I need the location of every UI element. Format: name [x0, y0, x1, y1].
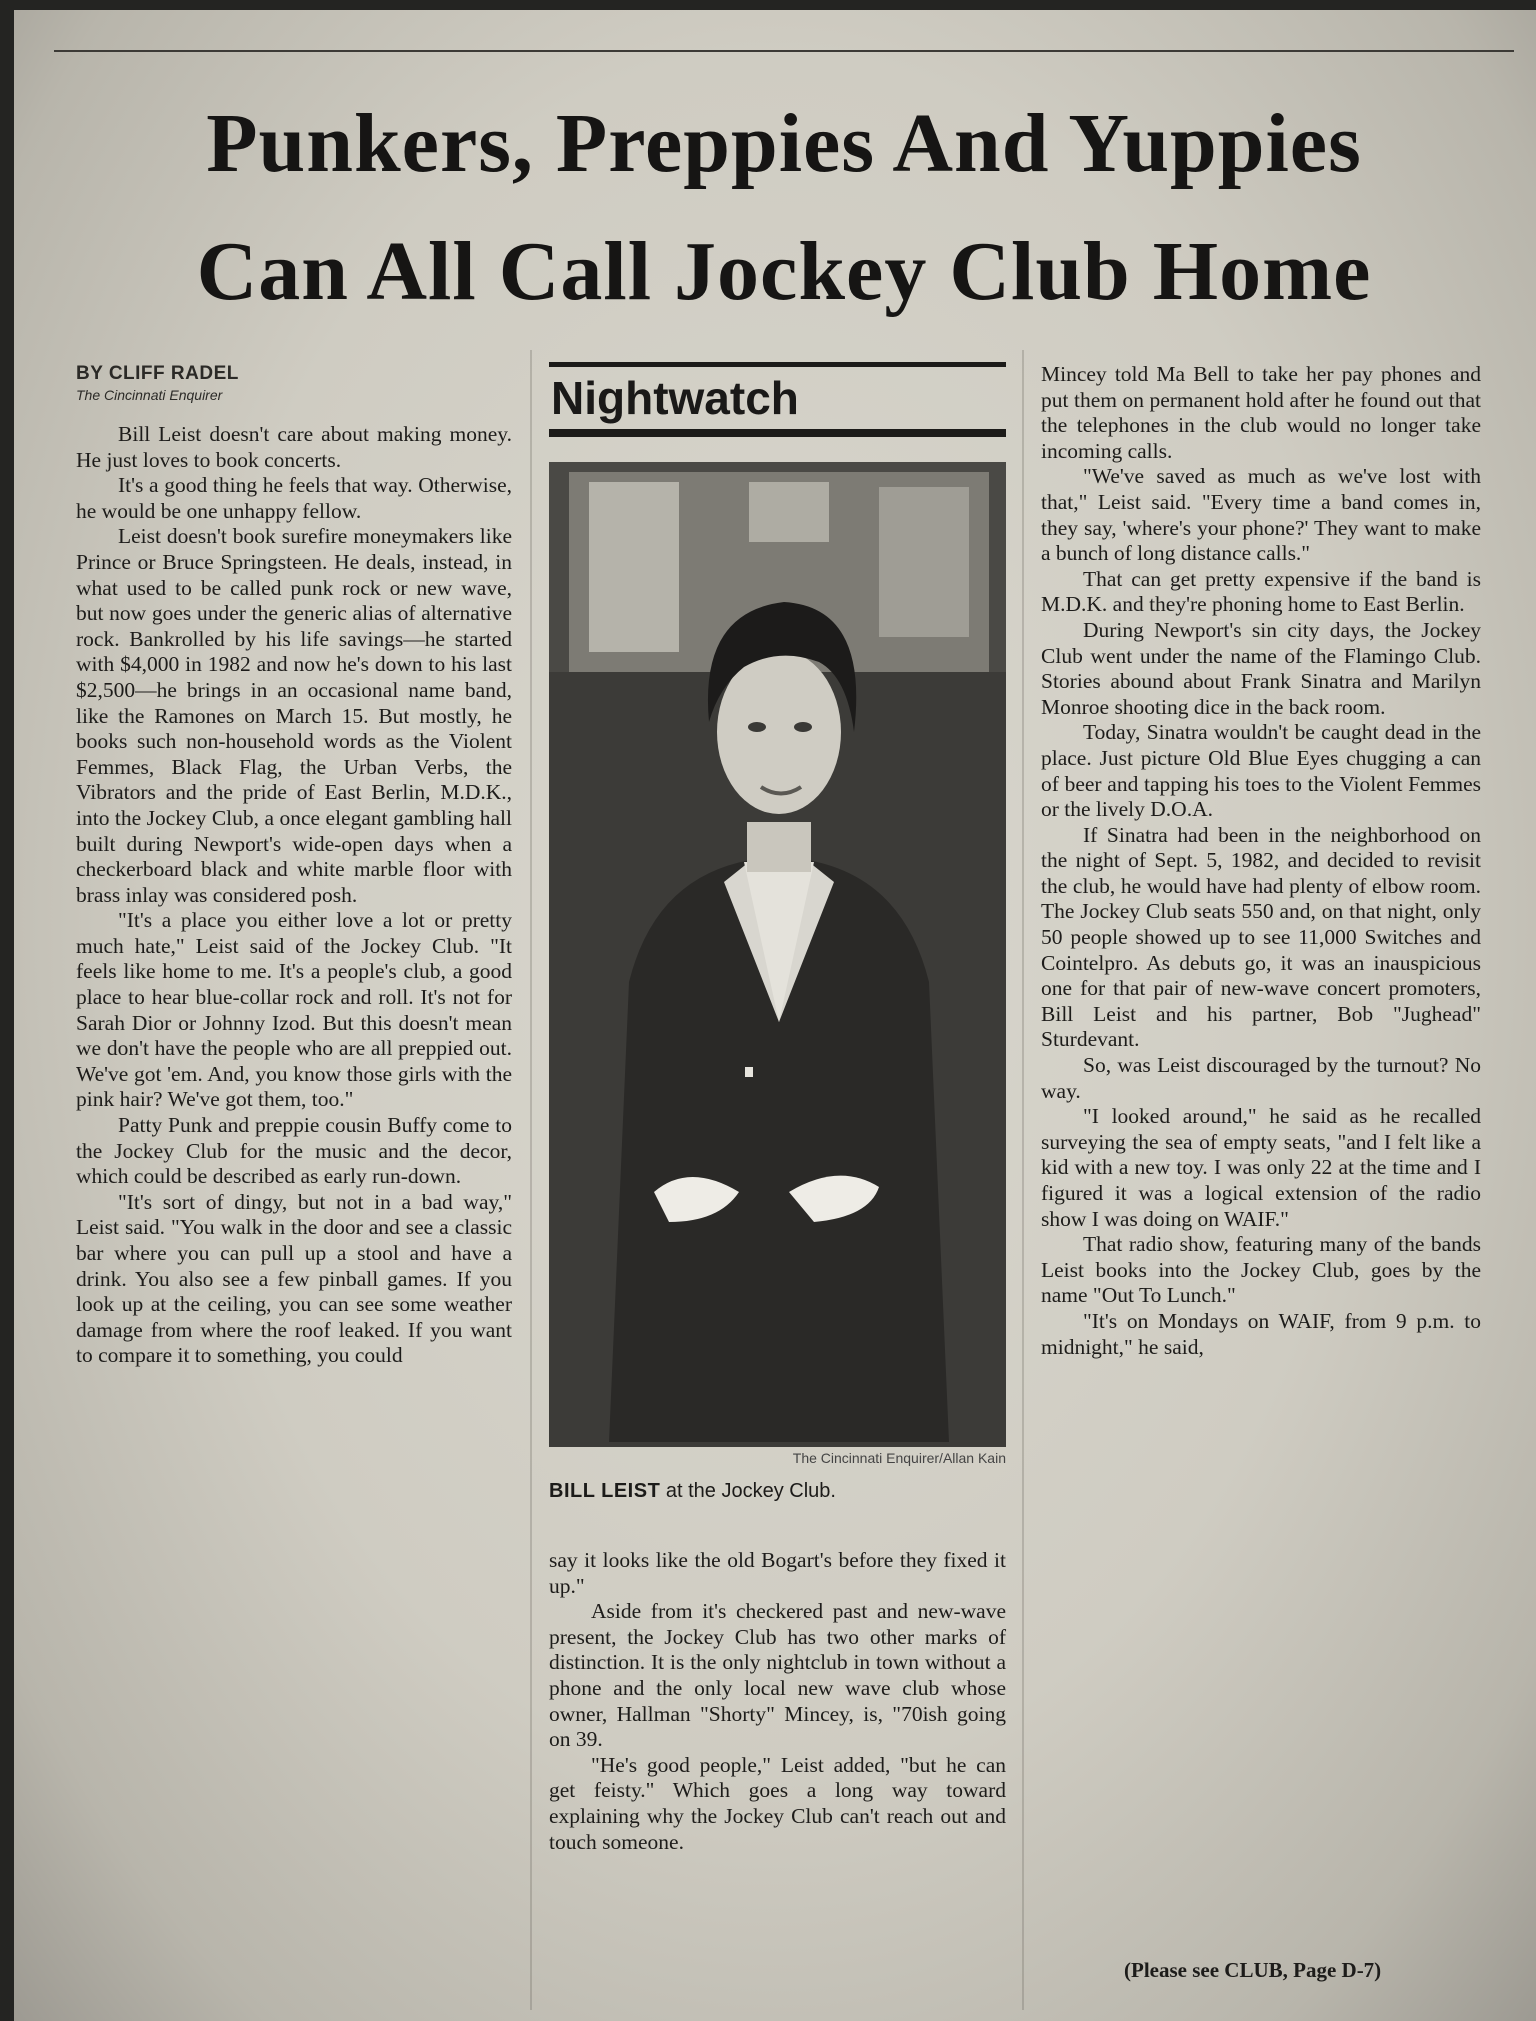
- sidebar-rule: [549, 429, 1006, 437]
- headline-line-1: Punkers, Preppies And Yuppies: [206, 97, 1362, 190]
- sidebar-label: Nightwatch: [551, 372, 799, 424]
- byline: [76, 362, 512, 404]
- article-paragraph: It's a good thing he feels that way. Otherwise, he would be one unhappy fellow.: [76, 473, 512, 523]
- article-paragraph: So, was Leist discouraged by the turnout? No way.: [1041, 1053, 1481, 1103]
- article-paragraph: Aside from it's checkered past and new-wave present, the Jockey Club has two other marks of distinction. It is the only nightclub in town without a phone and the only local new wave club whose owner, Hallman "Shorty" Mincey, is, "70ish going on 39.: [549, 1599, 1006, 1752]
- continued-reference: (Please see CLUB, Page D-7): [1124, 1958, 1382, 1982]
- headline-line-2: Can All Call Jockey Club Home: [196, 225, 1372, 318]
- article-paragraph: That can get pretty expensive if the band is M.D.K. and they're phoning home to East Berlin.: [1041, 566, 1481, 617]
- fold-crease: [1022, 350, 1024, 2010]
- photo-credit: The Cincinnati Enquirer/Allan Kain: [792, 1450, 1006, 1466]
- article-paragraph: During Newport's sin city days, the Jockey Club went under the name of the Flamingo Club. Stories abound about Frank Sinatra and Marilyn Monroe shooting dice in the back room.: [1041, 617, 1481, 719]
- portrait-illustration: [549, 462, 1006, 1447]
- article-paragraph: Patty Punk and preppie cousin Buffy come to the Jockey Club for the music and the decor, which could be described as early run-down.: [76, 1113, 512, 1189]
- caption-subject: BILL LEIST: [549, 1480, 661, 1502]
- article-column-middle: [549, 1548, 1006, 1855]
- article-paragraph: "It's a place you either love a lot or pretty much hate," Leist said of the Jockey Club. "It feels like home to me. It's a people's club, a good place to hear blue-collar rock and roll. It's not for Sarah Dior or Johnny Izod. But this doesn't mean we don't have the people who are all preppied out. We've got 'em. And, you know those girls with the pink hair? We've got them, too.": [76, 908, 512, 1112]
- nightwatch-sidebar: [549, 362, 1006, 447]
- article-paragraph: Mincey told Ma Bell to take her pay phones and put them on permanent hold after he found out that the telephones in the club would no longer take incoming calls.: [1041, 362, 1481, 463]
- byline-author: BY CLIFF RADEL: [76, 363, 239, 384]
- article-paragraph: Today, Sinatra wouldn't be caught dead in the place. Just picture Old Blue Eyes chugging a can of beer and tapping his toes to the Violent Femmes or the lively D.O.A.: [1041, 720, 1481, 822]
- article-paragraph: "It's on Mondays on WAIF, from 9 p.m. to midnight," he said,: [1041, 1308, 1481, 1359]
- article-paragraph: Bill Leist doesn't care about making money. He just loves to book concerts.: [76, 422, 512, 472]
- byline-publication: The Cincinnati Enquirer: [76, 387, 223, 403]
- article-paragraph: "We've saved as much as we've lost with that," Leist said. "Every time a band comes in, they say, 'where's your phone?' They want to make a bunch of long distance calls.": [1041, 464, 1481, 566]
- portrait-photo: [549, 462, 1006, 1447]
- top-rule: [54, 50, 1514, 52]
- article-paragraph: "He's good people," Leist added, "but he can get feisty." Which goes a long way toward explaining why the Jockey Club can't reach out and touch someone.: [549, 1752, 1006, 1854]
- article-paragraph: say it looks like the old Bogart's before they fixed it up.": [549, 1548, 1006, 1598]
- headline: [54, 80, 1514, 336]
- article-paragraph: "I looked around," he said as he recalled surveying the sea of empty seats, "and I felt like a kid with a new toy. I was only 22 at the time and I figured it was a logical extension of the radio show I was doing on WAIF.": [1041, 1104, 1481, 1231]
- caption-text: at the Jockey Club.: [660, 1480, 836, 1502]
- fold-crease: [530, 350, 532, 2010]
- article-paragraph: Leist doesn't book surefire moneymakers like Prince or Bruce Springsteen. He deals, instead, in what used to be called punk rock or new wave, but now goes under the generic alias of alternative rock. Bankrolled by his life savings—he started with $4,000 in 1982 and now he's down to his last $2,500—he brings in an occasional name band, like the Ramones on March 15. But mostly, he books such non-household words as the Violent Femmes, Black Flag, the Urban Verbs, the Vibrators and the pride of East Berlin, M.D.K., into the Jockey Club, a once elegant gambling hall built during Newport's wide-open days when a checkerboard black and white marble floor with brass inlay was considered posh.: [76, 524, 512, 907]
- article-column-right: [1041, 362, 1481, 1360]
- article-paragraph: That radio show, featuring many of the bands Leist books into the Jockey Club, goes by the name "Out To Lunch.": [1041, 1232, 1481, 1308]
- photo-caption: [549, 1480, 1006, 1503]
- article-paragraph: If Sinatra had been in the neighborhood on the night of Sept. 5, 1982, and decided to revisit the club, he would have had plenty of elbow room. The Jockey Club seats 550 and, on that night, only 50 people showed up to see 11,000 Switches and Cointelpro. As debuts go, it was an inauspicious one for that pair of new-wave concert promoters, Bill Leist and his partner, Bob "Jughead" Sturdevant.: [1041, 822, 1481, 1052]
- article-paragraph: "It's sort of dingy, but not in a bad way," Leist said. "You walk in the door and see a classic bar where you can pull up a stool and have a drink. You also see a few pinball games. If you look up at the ceiling, you can see some weather damage from where the roof leaked. If you want to compare it to something, you could: [76, 1189, 512, 1368]
- article-column-left: [76, 422, 512, 1369]
